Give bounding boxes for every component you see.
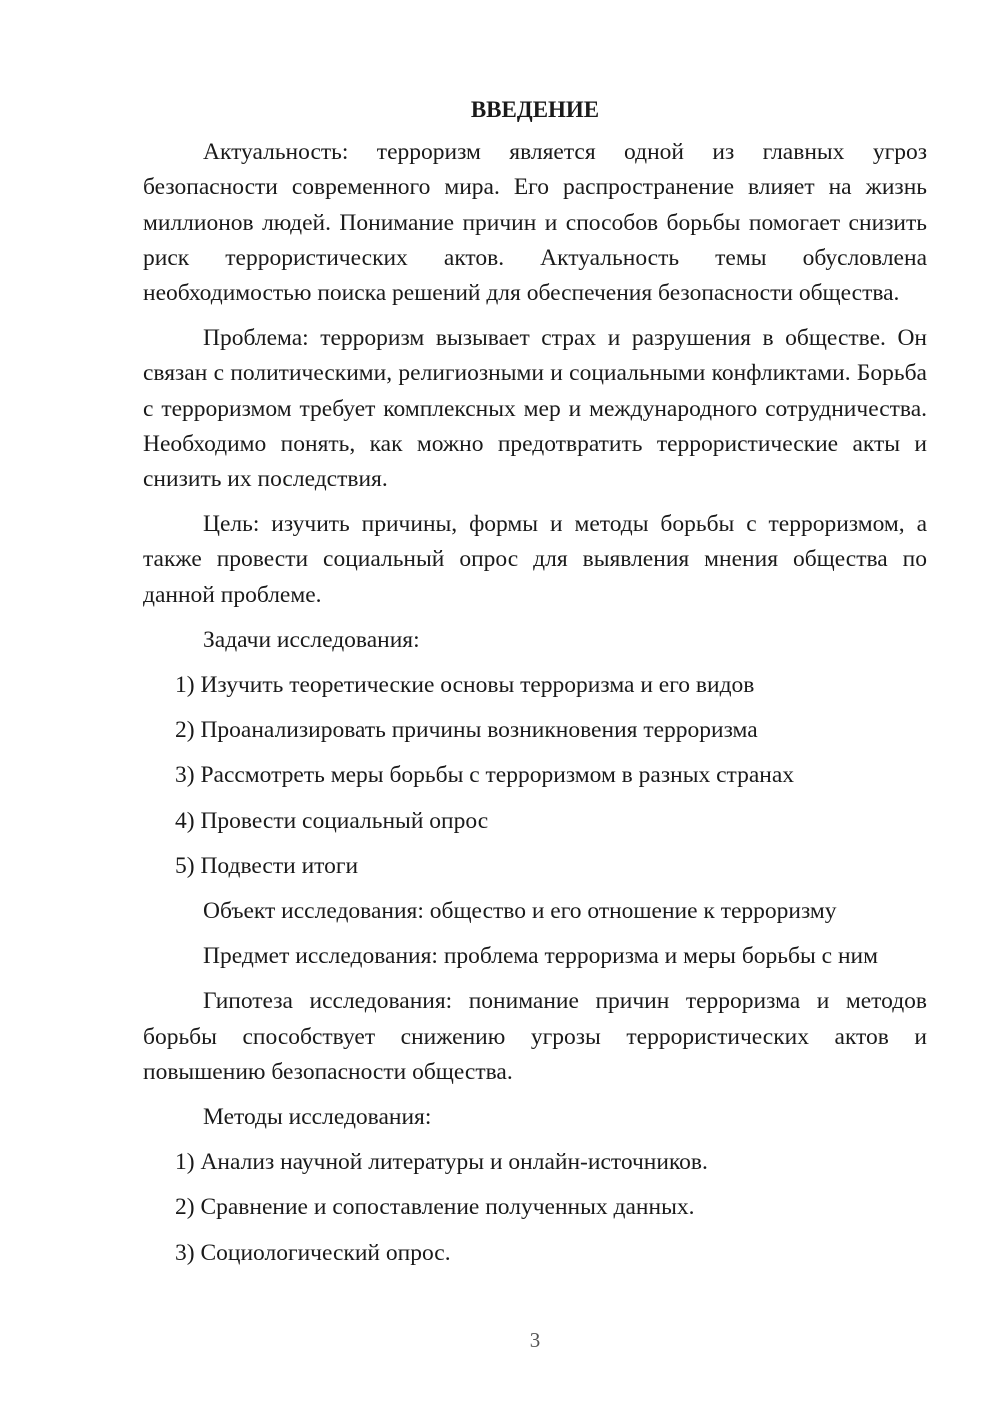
task-item: 2) Проанализировать причины возникновения терроризма [175, 717, 758, 744]
hypothesis-paragraph: Гипотеза исследования: понимание причин терроризма и методов борьбы способствует снижению угрозы террористических актов и повышению безопасности общества. [143, 988, 927, 1085]
task-item: 5) Подвести итоги [175, 852, 359, 879]
page-number: 3 [529, 1328, 541, 1352]
goal-paragraph: Цель: изучить причины, формы и методы борьбы с терроризмом, а также провести социальный опрос для выявления мнения общества по данной проблеме. [143, 511, 927, 608]
problem-paragraph: Проблема: терроризм вызывает страх и разрушения в обществе. Он связан с политическими, религиозными и социальными конфликтами. Борьба с терроризмом требует комплексных мер и международного сотрудничества. Необходимо понять, как можно предотвратить террористические акты и снизить их последствия. [143, 325, 927, 493]
method-item: 1) Анализ научной литературы и онлайн-источников. [175, 1149, 708, 1176]
section-title: ВВЕДЕНИЕ [470, 97, 600, 122]
document-page [143, 92, 927, 1281]
task-item: 4) Провести социальный опрос [175, 807, 489, 834]
method-item: 3) Социологический опрос. [175, 1239, 451, 1266]
task-item: 3) Рассмотреть меры борьбы с терроризмом в разных странах [175, 762, 795, 789]
method-item: 2) Сравнение и сопоставление полученных данных. [175, 1194, 695, 1221]
tasks-label: Задачи исследования: [203, 626, 420, 653]
object-line: Объект исследования: общество и его отношение к терроризму [203, 898, 837, 925]
relevance-paragraph: Актуальность: терроризм является одной из главных угроз безопасности современного мира. Его распространение влияет на жизнь миллионов людей. Понимание причин и способов борьбы помогает снизить риск террористических актов. Актуальность темы обусловлена необходимостью поиска решений для обеспечения безопасности общества. [143, 139, 927, 307]
task-item: 1) Изучить теоретические основы терроризма и его видов [175, 672, 755, 699]
subject-line: Предмет исследования: проблема терроризма и меры борьбы с ним [203, 943, 878, 970]
methods-label: Методы исследования: [203, 1104, 432, 1131]
